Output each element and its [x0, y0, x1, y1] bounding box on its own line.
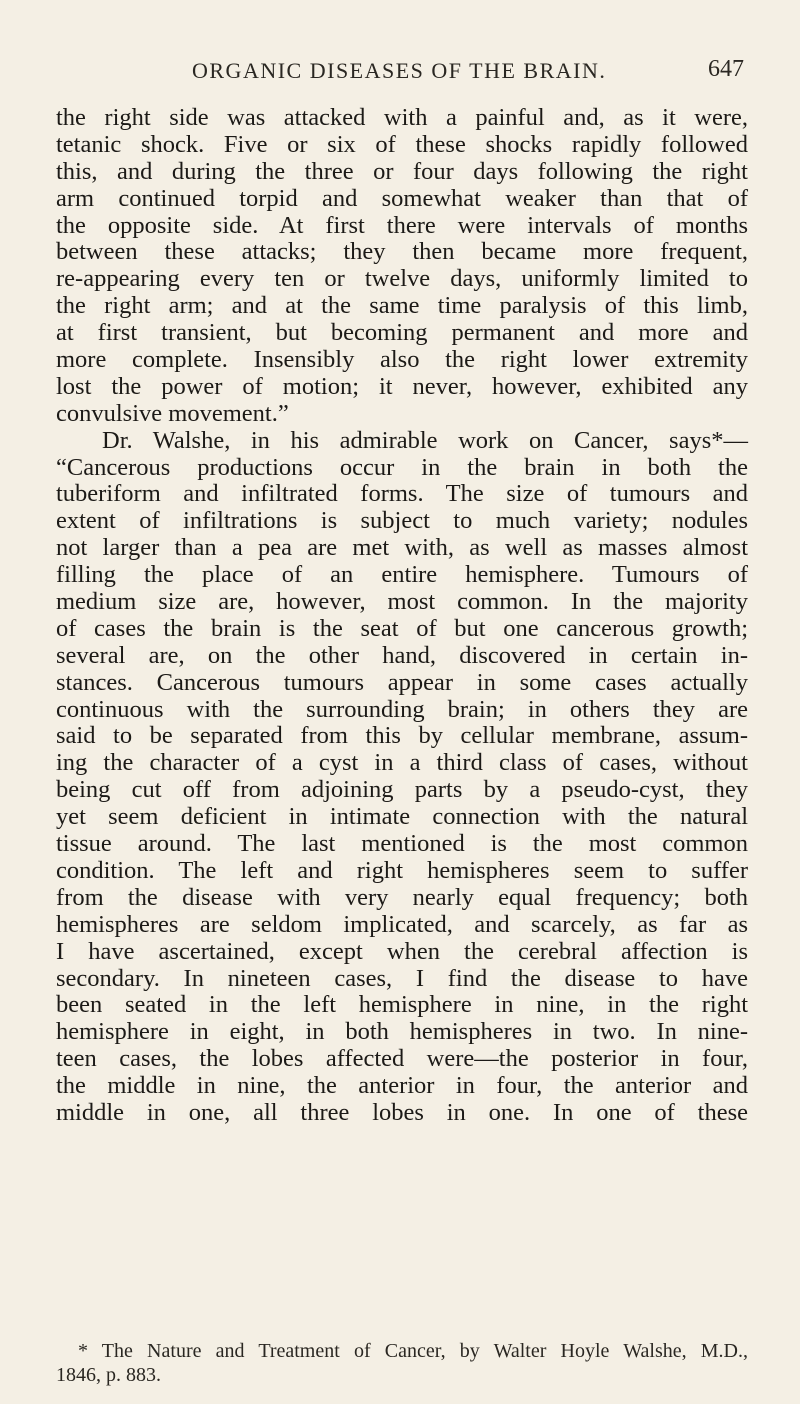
text-line: convulsive movement.”	[56, 399, 289, 427]
text-line: continuous with the surrounding brain; in others they are	[56, 695, 748, 723]
text-line: hemispheres are seldom implicated, and scarcely, as far as	[56, 910, 748, 938]
text-line: said to be separated from this by cellular membrane, assum-	[56, 722, 748, 750]
text-line: the opposite side. At first there were intervals of months	[56, 211, 748, 239]
text-line: condition. The left and right hemispheres seem to suffer	[56, 856, 748, 884]
text-line: re-appearing every ten or twelve days, uniformly limited to	[56, 265, 748, 293]
text-line: of cases the brain is the seat of but one cancerous growth;	[56, 614, 748, 642]
text-line: arm continued torpid and somewhat weaker than that of	[56, 184, 748, 212]
text-line: more complete. Insensibly also the right lower extremity	[56, 346, 748, 374]
running-head	[0, 40, 800, 83]
text-line: extent of infiltrations is subject to much variety; nodules	[56, 507, 748, 535]
text-line: teen cases, the lobes affected were—the posterior in four,	[56, 1045, 748, 1073]
text-line: being cut off from adjoining parts by a pseudo-cyst, they	[56, 776, 748, 804]
text-line: tuberiform and infiltrated forms. The size of tumours and	[56, 480, 748, 508]
running-title: ORGANIC DISEASES OF THE BRAIN.	[192, 58, 607, 83]
text-line: “Cancerous productions occur in the brain in both the	[56, 453, 748, 481]
body-text	[56, 105, 748, 1127]
text-line: I have ascertained, except when the cerebral affection is	[56, 937, 748, 965]
text-line: middle in one, all three lobes in one. In one of these	[56, 1098, 748, 1126]
text-line: secondary. In nineteen cases, I find the disease to have	[56, 964, 748, 992]
text-line: hemisphere in eight, in both hemispheres in two. In nine-	[56, 1018, 748, 1046]
page-number: 647	[708, 56, 744, 82]
text-line: tetanic shock. Five or six of these shocks rapidly followed	[56, 130, 748, 158]
text-line: ing the character of a cyst in a third class of cases, without	[56, 749, 748, 777]
text-line: the middle in nine, the anterior in four, the anterior and	[56, 1072, 748, 1100]
text-line: Dr. Walshe, in his admirable work on Cancer, says*—	[102, 426, 748, 454]
text-line: not larger than a pea are met with, as well as masses almost	[56, 534, 748, 562]
text-line: been seated in the left hemisphere in nine, in the right	[56, 991, 748, 1019]
text-line: between these attacks; they then became more frequent,	[56, 238, 748, 266]
footnote-line: * The Nature and Treatment of Cancer, by Walter Hoyle Walshe, M.D.,	[78, 1340, 748, 1362]
text-line: yet seem deficient in intimate connection with the natural	[56, 803, 748, 831]
text-line: from the disease with very nearly equal frequency; both	[56, 883, 748, 911]
footnote-line: 1846, p. 883.	[56, 1364, 161, 1386]
text-line: filling the place of an entire hemisphere. Tumours of	[56, 561, 748, 589]
text-line: the right side was attacked with a painful and, as it were,	[56, 104, 748, 131]
text-line: at first transient, but becoming permanent and more and	[56, 319, 748, 347]
text-line: lost the power of motion; it never, however, exhibited any	[56, 372, 748, 400]
text-line: medium size are, however, most common. In the majority	[56, 588, 748, 616]
text-line: several are, on the other hand, discovered in certain in-	[56, 641, 748, 669]
text-line: this, and during the three or four days following the right	[56, 157, 748, 185]
footnote	[56, 1339, 748, 1387]
text-line: the right arm; and at the same time paralysis of this limb,	[56, 292, 748, 320]
text-line: tissue around. The last mentioned is the most common	[56, 830, 748, 858]
text-line: stances. Cancerous tumours appear in some cases actually	[56, 668, 748, 696]
